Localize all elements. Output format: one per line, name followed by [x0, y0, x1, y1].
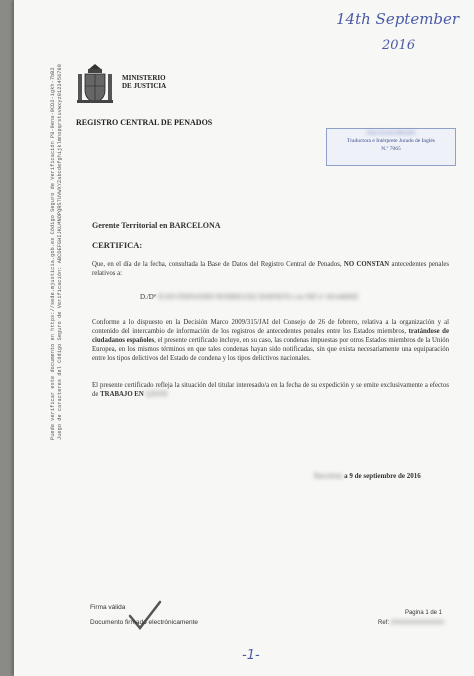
person-line	[140, 293, 358, 301]
person-name-redacted: JUAN FERNANDO RODRIGUEZ BARNETO con NIF nº 46144890Z	[157, 293, 359, 301]
documento-firmado-label: Documento firmado electrónicamente	[90, 619, 199, 626]
paragraph-purpose: El presente certificado refleja la situación del titular interesado/a en la fecha de su expedición y se emite exclusivamente a efectos de TRABAJO EN QATAR	[92, 382, 449, 398]
handwritten-page-number: -1-	[242, 648, 260, 663]
certifica-heading: CERTIFICA:	[92, 240, 143, 250]
ministry-line-1: MINISTERIO	[122, 74, 166, 82]
reference-line: Ref: 0000000000000000	[378, 620, 445, 626]
handwritten-date-line2: 2016	[382, 38, 416, 53]
page-reference-block	[378, 608, 444, 628]
side-text-line-2: Juego de caracteres del Código Seguro de Verificación: ABCDEFGHIJKLMNOPQRSTUVWXYZabcdefghijklmnopqrstuvwxyz0123456789	[57, 64, 63, 440]
stamp-number: N.º 7065	[381, 146, 401, 152]
person-label: D./Dª	[140, 293, 156, 301]
ministry-line-2: DE JUSTICIA	[122, 82, 167, 90]
registry-title: REGISTRO CENTRAL DE PENADOS	[76, 118, 213, 127]
ministry-name	[122, 74, 166, 90]
signature-block	[90, 600, 198, 630]
firma-valida-label: Firma válida	[90, 604, 126, 611]
stamp-role: Traductora e Intérprete Jurado de Inglés	[347, 138, 435, 144]
spain-coat-of-arms-icon	[76, 62, 114, 106]
paragraph-decision-marco: Conforme a lo dispuesto en la Decisión Marco 2009/315/JAI del Consejo de 26 de febrero, relativa a la organización y al contenido del intercambio de información de los registros de antecedentes penales entre los Estados miembros, tratándose de ciudadanos españoles, el presente certificado incluye, en su caso, las condenas impuestas por otros Estados miembros de la Unión Europea, en los mismos términos en que tales condenas hayan sido notificadas, sin que exista necesariamente una equiparación entre los tipos delictivos del Estado de condena y los tipos delictivos nacionales.	[92, 319, 450, 362]
side-text-line-1: Puede verificar este documento en https://sede.mjusticia.gob.es Código Seguro de Verificación P8-9ena-9CD2-1gkh-7bB2	[50, 67, 56, 440]
issue-city-redacted: Barcelona	[314, 472, 343, 480]
verification-side-text	[50, 64, 64, 440]
addressee-line: Gerente Territorial en BARCELONA	[92, 221, 221, 230]
page-number: Pagina 1 de 1	[404, 610, 442, 616]
paragraph-no-constan: Que, en el día de la fecha, consultada la Base de Datos del Registro Central de Penados, NO CONSTAN antecedentes penales relativos a:	[92, 261, 450, 277]
stamp-name: Inma Acosta Mansilla	[366, 130, 416, 136]
reference-value-redacted: 0000000000000000	[390, 620, 445, 626]
handwritten-date-line1: 14th September	[336, 10, 460, 28]
translator-stamp	[326, 128, 456, 166]
issue-date: Barcelona a 9 de septiembre de 2016	[314, 472, 421, 480]
document-page	[14, 0, 474, 676]
